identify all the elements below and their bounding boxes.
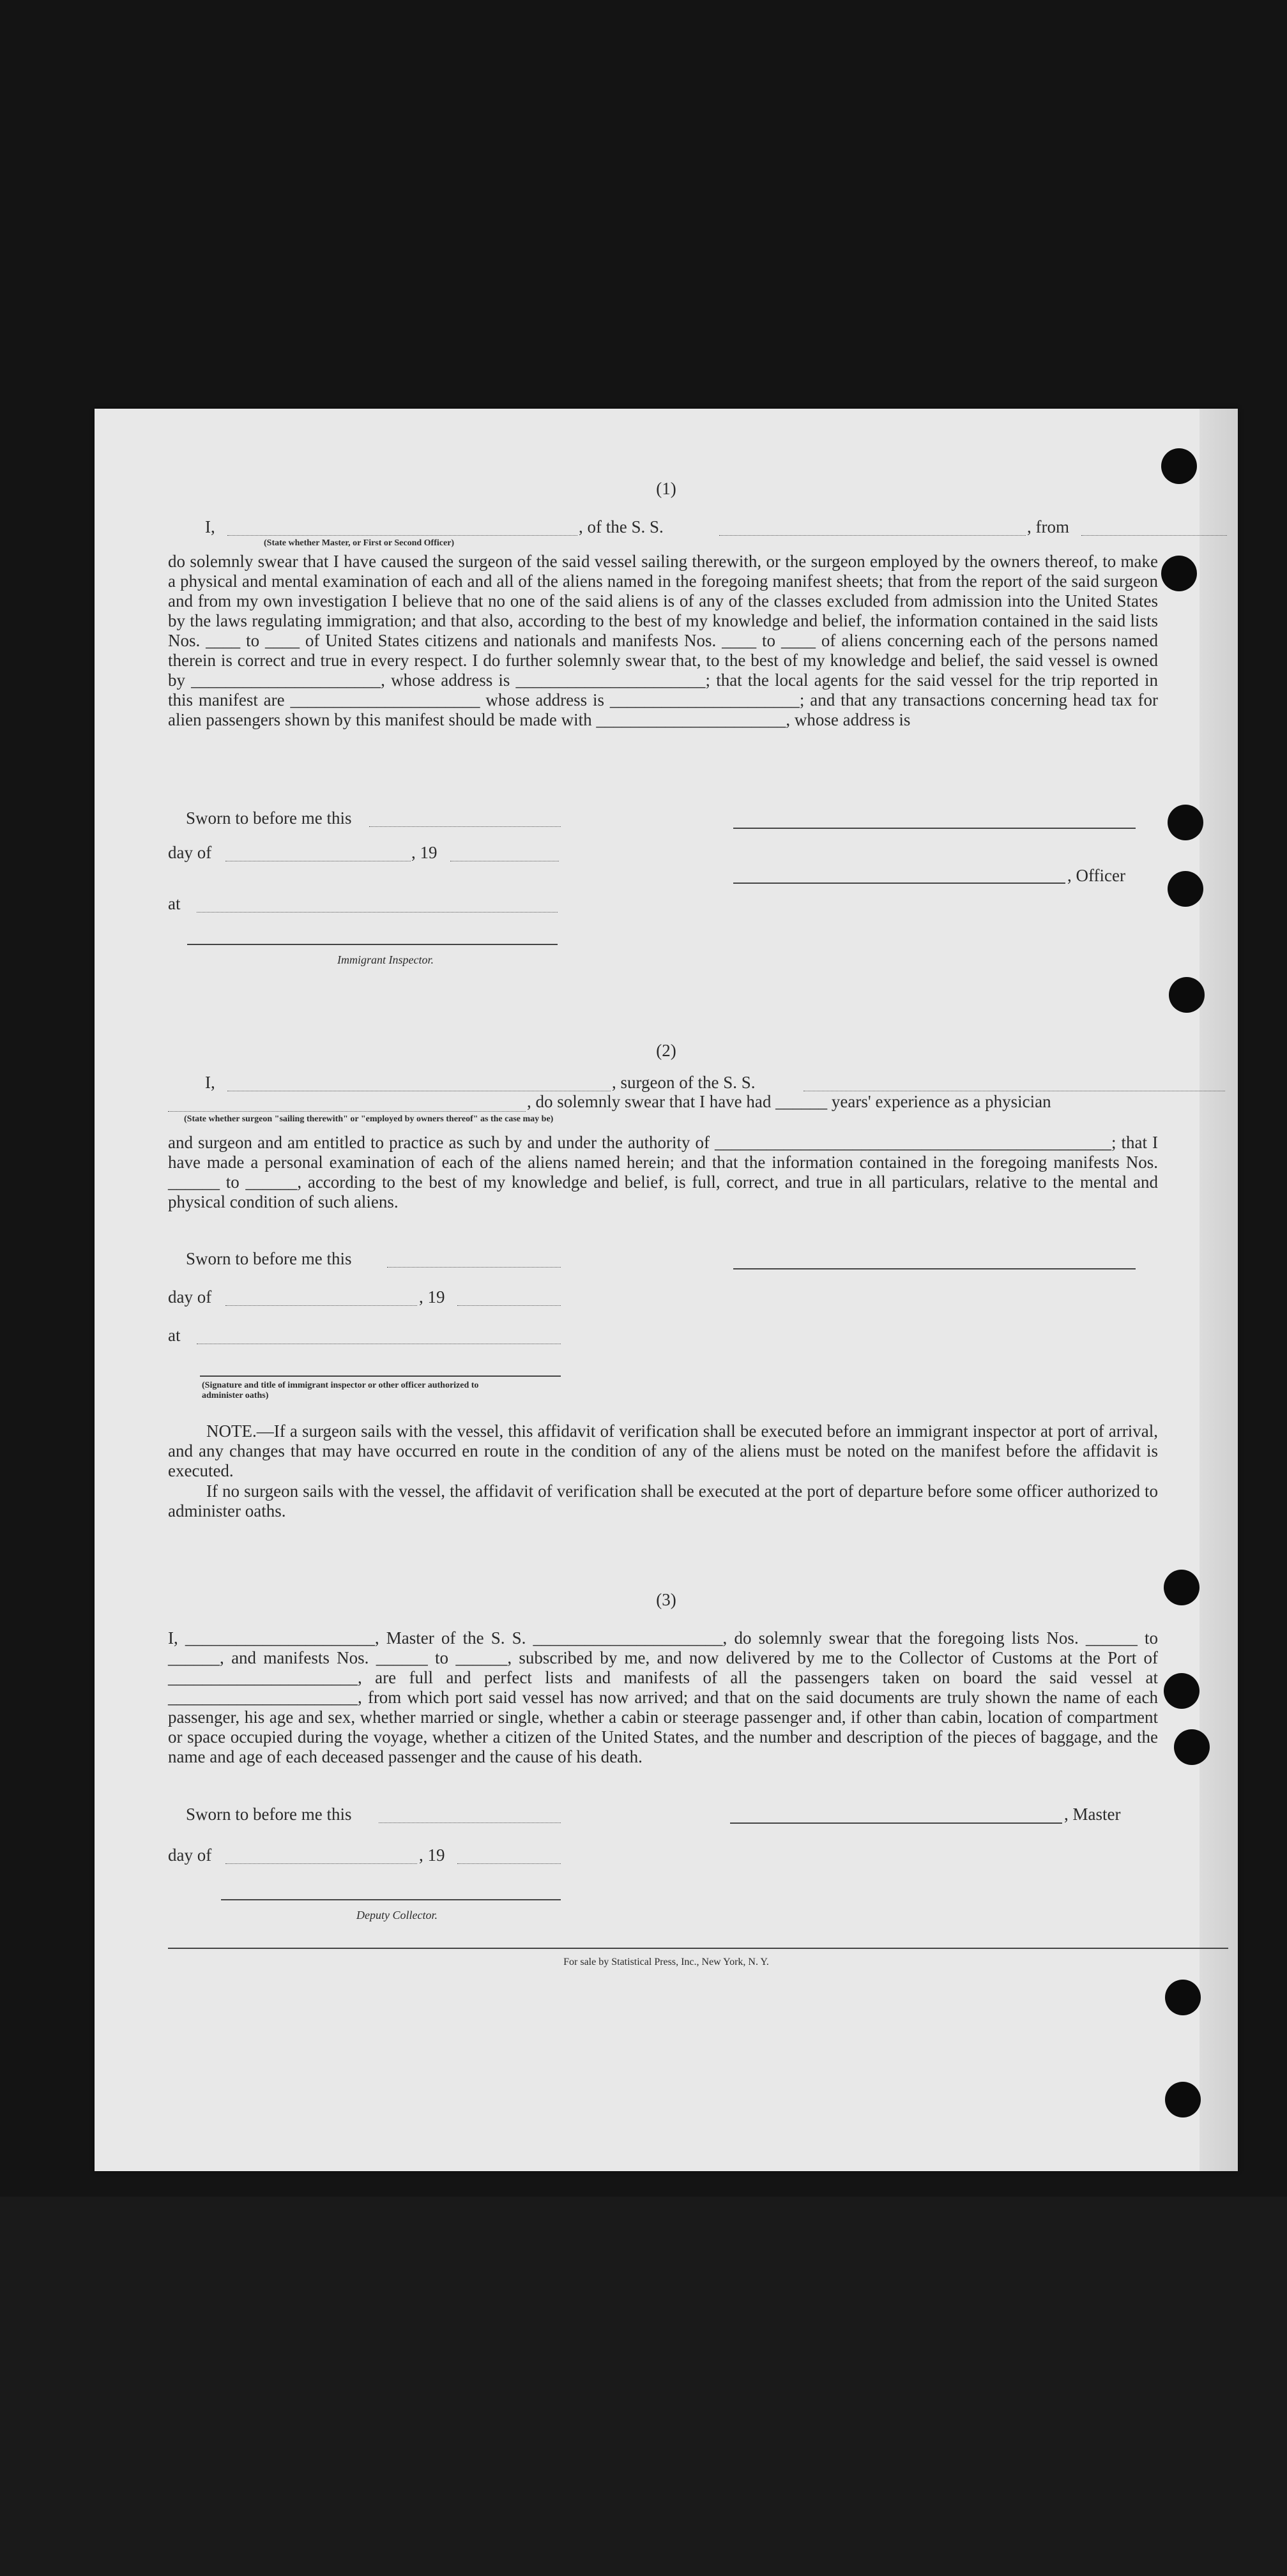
punch-hole [1165,1980,1201,2015]
section-2-role-line [168,1111,526,1112]
section-1-sig-line-1 [733,828,1136,829]
punch-hole [1168,871,1203,907]
section-3-number: (3) [656,1590,676,1609]
section-2-line2: , do solemnly swear that I have had ______ years' experience as a physician [527,1092,1051,1111]
section-2-at: at [168,1326,181,1345]
punch-hole [1174,1729,1210,1765]
punch-hole [1161,556,1197,591]
section-3-master: , Master [1064,1805,1121,1824]
punch-hole [1169,977,1205,1013]
punch-hole [1164,1570,1199,1605]
section-1-inspector-label: Immigrant Inspector. [337,953,434,966]
section-1-day-of: day of [168,843,212,862]
section-1-sworn: Sworn to before me this [186,808,352,828]
section-1-officer-line [733,883,1065,884]
section-2-year: , 19 [419,1287,445,1307]
section-1-body: do solemnly swear that I have caused the surgeon of the said vessel sailing therewith, or the surgeon employed by the owners thereof, to make a physical and mental examination of each and all of the aliens named in the foregoing manifest sheets; that from the report of the said surgeon and from my own investigation I believe that no one of the said aliens is of any of the classes excluded from admission into the United States by the laws regulating immigration; and that also, according to the best of my knowledge and belief, the information contained in the said lists Nos. ____ to ____ of United States citizens and nationals and manifests Nos. ____ to ____ of aliens concerning each of the persons named therein is correct and true in every respect. I do further solemnly swear that, to the best of my knowledge and belief, the said vessel is owned by ______________________, whose address is ______________________; that the local agents for the said vessel for the trip reported in this manifest are ______________________ whose address is ______________________; and that any transactions concerning head tax for alien passengers shown by this manifest should be made with ______________________, whose address is [168,552,1158,729]
section-2-day-of: day of [168,1287,212,1307]
section-2-surgeon-label: , surgeon of the S. S. [612,1073,756,1092]
section-1-number: (1) [656,479,676,498]
section-3-master-line [730,1822,1062,1824]
section-2-day-line [225,1305,417,1306]
section-2-sworn-line [387,1267,561,1268]
section-1-sworn-line [369,826,561,827]
section-2-signature-line [200,1375,561,1377]
punch-hole [1168,805,1203,840]
scan-background [0,2197,1287,2576]
section-1-ss-line [719,535,1026,536]
section-2-i: I, [205,1073,215,1092]
section-2-role-note: (State whether surgeon "sailing therewith" or "employed by owners thereof" as the case may be) [184,1114,554,1124]
footer-printer: For sale by Statistical Press, Inc., New York, N. Y. [563,1957,769,1967]
section-1-at-line [197,912,558,913]
section-2-year-line [457,1305,561,1306]
section-2-number: (2) [656,1041,676,1060]
page-edge-shadow [1199,409,1238,2171]
section-1-from-line [1081,535,1227,536]
section-3-deputy-label: Deputy Collector. [356,1909,438,1921]
section-3-day-of: day of [168,1845,212,1865]
section-1-officer: , Officer [1067,866,1125,885]
section-3-sworn: Sworn to before me this [186,1805,352,1824]
section-1-at: at [168,894,181,913]
section-1-from-label: , from [1027,517,1069,536]
section-3-day-line [225,1863,417,1864]
section-3-year-line [457,1863,561,1864]
section-2-note-2: If no surgeon sails with the vessel, the affidavit of verification shall be executed at the port of departure before some officer authorized to administer oaths. [168,1481,1158,1520]
section-2-body: and surgeon and am entitled to practice as such by and under the authority of ______________________________________________; that I have made a personal examination of each of the aliens named herein; and that the information contained in the foregoing manifests Nos. ______ to ______, according to the best of my knowledge and belief, is full, correct, and true in all particulars, relative to the mental and physical condition of such aliens. [168,1133,1158,1211]
section-1-inspector-line [187,944,558,945]
section-1-name-line [227,535,577,536]
section-3-body: I, ______________________, Master of the S. S. ______________________, do solemnly swear that the foregoing lists Nos. ______ to ______, and manifests Nos. ______ to ______, subscribed by me, and now delivered by me to the Collector of Customs at the Port of ______________________, are full and perfect lists and manifests of all the passengers taken on board the said vessel at ______________________, from which port said vessel has now arrived; and that on the said documents are truly shown the name of each passenger, his age and sex, whether married or single, whether a cabin or steerage passenger and, if other than cabin, location of compartment or space occupied during the voyage, whether a citizen of the United States, and the number and description of the pieces of baggage, and the name and age of each deceased passenger and the cause of his death. [168,1628,1158,1766]
section-3-deputy-line [221,1899,561,1900]
footer-rule [168,1948,1228,1949]
punch-hole [1165,2082,1201,2118]
section-1-year: , 19 [411,843,438,862]
section-1-i: I, [205,517,215,536]
section-3-sworn-line [379,1822,561,1823]
punch-hole [1161,448,1197,484]
section-2-sig-line [733,1268,1136,1269]
section-1-name-note: (State whether Master, or First or Second Officer) [264,538,455,548]
section-2-note: NOTE.—If a surgeon sails with the vessel, this affidavit of verification shall be executed before an immigrant inspector at port of arrival, and any changes that may have occurred en route in the condition of any of the aliens must be noted on the manifest before the affidavit is executed. [168,1421,1158,1480]
section-1-ss-label: , of the S. S. [579,517,664,536]
section-2-sworn: Sworn to before me this [186,1249,352,1268]
manifest-page [95,409,1238,2171]
punch-hole [1164,1673,1199,1709]
section-3-year: , 19 [419,1845,445,1865]
section-2-signature-note: (Signature and title of immigrant inspector or other officer authorized to administer oaths) [202,1381,479,1400]
